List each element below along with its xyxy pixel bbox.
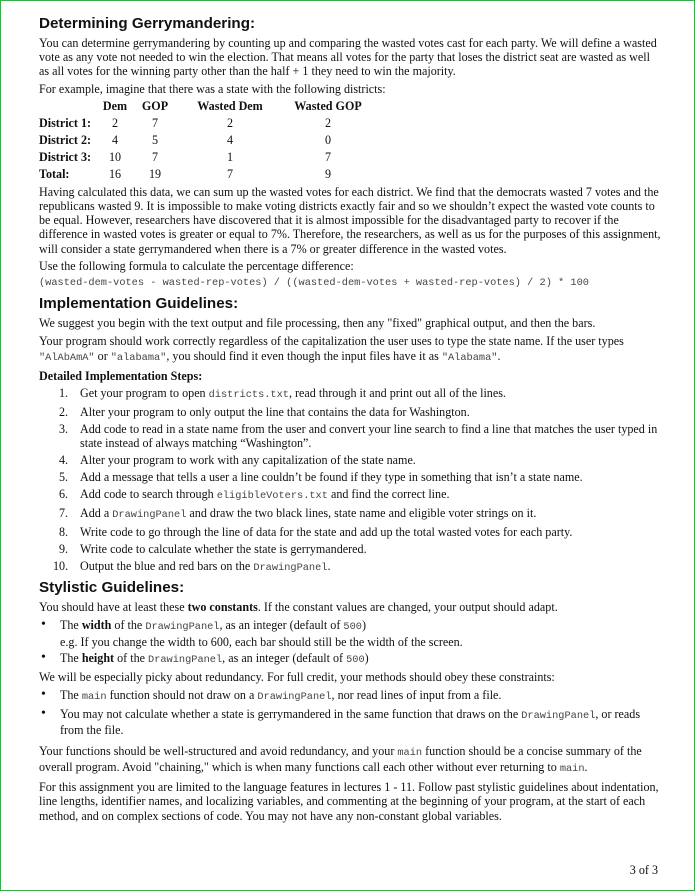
inline-code: 500: [343, 621, 362, 634]
steps-heading: Detailed Implementation Steps:: [39, 368, 203, 383]
text-run: Your functions should be well-structured and avoid redundancy, and your: [39, 743, 398, 758]
table-total-row: [39, 166, 377, 183]
cell-wasted-gop: 0: [324, 133, 332, 148]
paragraph-redundancy: We will be especially picky about redundancy. For full credit, your methods should obey these constraints:: [39, 670, 555, 685]
text-run: of the: [114, 651, 149, 666]
cell-wasted-dem: 7: [226, 167, 234, 182]
inline-code: DrawingPanel: [521, 709, 596, 722]
step-text: and find the correct line.: [327, 487, 450, 502]
text-run: The: [60, 618, 82, 633]
cell-wasted-dem: 1: [226, 150, 234, 165]
step-code: eligibleVoters.txt: [216, 490, 328, 503]
text-run: , as an integer (default of: [219, 618, 344, 633]
paragraph-final: For this assignment you are limited to the language features in lectures 1 - 11. Follow past stylistic guidelines about indentation, line lengths, identifier names, and localizing variables, and commenting at the beginning of your program, at the start of each method, and on complex sections of code. You may not have any non-constant global variables.: [39, 780, 659, 823]
code-alabama-mixed: "AlAbAmA": [39, 351, 95, 364]
list-item: [39, 525, 661, 539]
list-item: [39, 559, 661, 575]
step-number: 8.: [59, 525, 69, 540]
inline-code: main: [81, 691, 107, 704]
step-text: Add a: [80, 506, 113, 521]
step-number: 1.: [59, 386, 69, 401]
step-number: 5.: [59, 470, 69, 485]
list-item: [39, 422, 661, 450]
code-alabama-lower: "alabama": [110, 351, 167, 364]
inline-code: main: [397, 746, 423, 759]
bullet-icon: •: [41, 687, 46, 703]
step-text: Alter your program to only output the line that contains the data for Washington.: [80, 405, 470, 420]
text-run: .: [497, 348, 501, 363]
text-run: , or reads from the file.: [60, 706, 641, 738]
step-text: Write code to go through the line of data for the state and add up the total wasted votes for each party.: [80, 525, 573, 540]
step-code: DrawingPanel: [253, 562, 328, 575]
text-run: Your program should work correctly regardless of the capitalization the user uses to type the state name. If the user types: [39, 334, 624, 349]
step-text: Output the blue and red bars on the: [80, 559, 254, 574]
bullet-icon: •: [41, 705, 46, 721]
list-item: [39, 506, 661, 522]
cell-gop: 7: [151, 150, 159, 165]
text-run: . If the constant values are changed, your output should adapt.: [257, 600, 558, 615]
row-label: District 3:: [39, 150, 92, 165]
section-heading-implementation: Implementation Guidelines:: [39, 295, 239, 313]
list-item: [39, 651, 661, 667]
step-code: districts.txt: [208, 389, 289, 402]
text-run: ): [364, 651, 369, 666]
list-item: [39, 542, 661, 556]
paragraph-analysis: Having calculated this data, we can sum up the wasted votes for each district. We find that the democrats wasted 7 votes and the republicans wasted 9. It is impossible to make voting districts exactly fair and so we shouldn’t expect the wasted vote counts to be equal. However, researchers have discovered that it is almost impossible for the disadvantaged party to recover if the difference in wasted votes is greater or equal to 7%. Therefore, the researchers, as well as us for the purposes of this assignment, will consider a state gerrymandered when there is a 7% or greater difference in the wasted votes.: [39, 184, 661, 256]
bullet-icon: •: [41, 617, 46, 633]
step-number: 6.: [59, 487, 69, 502]
text-bold: height: [81, 651, 115, 666]
inline-code: DrawingPanel: [145, 621, 220, 634]
step-text: .: [327, 559, 331, 574]
districts-table: [39, 98, 377, 183]
step-text: Get your program to open: [80, 386, 209, 401]
col-header-dem: Dem: [102, 99, 128, 114]
step-text: Add a message that tells a user a line couldn’t be found if they type in something that isn’t a state name.: [80, 470, 583, 485]
list-item: [39, 405, 661, 419]
list-item: [39, 470, 661, 484]
implementation-steps-list: [39, 386, 661, 575]
paragraph-formula-intro: Use the following formula to calculate the percentage difference:: [39, 258, 354, 273]
text-run: , as an integer (default of: [222, 651, 347, 666]
list-item: [39, 618, 661, 648]
step-text: Alter your program to work with any capitalization of the state name.: [80, 453, 416, 468]
text-run: or: [94, 348, 111, 363]
row-label: District 1:: [39, 116, 92, 131]
step-number: 9.: [59, 542, 69, 557]
text-run: You should have at least these: [39, 600, 188, 615]
list-item: [39, 386, 661, 402]
text-bold: width: [81, 618, 112, 633]
list-item: [39, 688, 661, 704]
cell-dem: 4: [111, 133, 119, 148]
paragraph-wasted-votes: You can determine gerrymandering by counting up and comparing the wasted votes cast for each party. We will define a wasted vote as any vote not needed to win the election. That means all votes for the party that loses the district seat are wasted as well as all votes for the winning party other than the half + 1 they need to win the majority.: [39, 36, 657, 79]
text-run: ): [361, 618, 366, 633]
step-number: 7.: [59, 506, 69, 521]
row-label: Total:: [39, 167, 70, 182]
step-code: DrawingPanel: [112, 509, 187, 522]
text-note: e.g. If you change the width to 600, each bar should still be the width of the screen.: [60, 634, 463, 649]
text-run: function should not draw on a: [106, 688, 258, 703]
inline-code: main: [559, 763, 585, 776]
cell-wasted-gop: 9: [324, 167, 332, 182]
col-header-gop: GOP: [141, 99, 169, 114]
text-run: .: [584, 760, 588, 775]
step-text: and draw the two black lines, state name and eligible voter strings on it.: [186, 506, 537, 521]
text-run: You may not calculate whether a state is gerrymandered in the same function that draws on the: [60, 706, 522, 721]
text-run: , you should find it even though the input files have it as: [166, 348, 442, 363]
cell-dem: 10: [108, 150, 122, 165]
table-header-row: [39, 98, 377, 115]
paragraph-constants: [39, 600, 661, 614]
constraints-list: [39, 688, 661, 737]
paragraph-suggestion: We suggest you begin with the text output and file processing, then any "fixed" graphical output, and then the bars.: [39, 316, 596, 331]
step-number: 3.: [59, 422, 69, 437]
inline-code: DrawingPanel: [257, 691, 332, 704]
table-row: [39, 149, 377, 166]
inline-code: DrawingPanel: [148, 654, 223, 667]
bullet-icon: •: [41, 650, 46, 666]
step-number: 4.: [59, 453, 69, 468]
text-run: function should be a concise summary of the overall program. Avoid "chaining," which is when many functions call each other without ever returning to: [39, 743, 642, 775]
list-item: [39, 707, 661, 737]
paragraph-functions: [39, 744, 661, 776]
list-item: [39, 487, 661, 503]
step-text: Add code to read in a state name from the user and convert your line search to find a line that matches the user typed in state instead of always matching “Washington”.: [80, 422, 658, 451]
step-text: Add code to search through: [80, 487, 217, 502]
text-run: , nor read lines of input from a file.: [331, 688, 502, 703]
formula-code: (wasted-dem-votes - wasted-rep-votes) / ((wasted-dem-votes + wasted-rep-votes) / 2) * 100: [39, 277, 589, 290]
constants-list: [39, 618, 661, 667]
cell-wasted-gop: 2: [324, 116, 332, 131]
code-alabama-proper: "Alabama": [441, 351, 498, 364]
cell-gop: 7: [151, 116, 159, 131]
page-content: [39, 6, 661, 823]
cell-dem: 2: [111, 116, 119, 131]
page-number: 3 of 3: [629, 863, 658, 877]
step-text: Write code to calculate whether the state is gerrymandered.: [80, 542, 367, 557]
paragraph-example-intro: For example, imagine that there was a state with the following districts:: [39, 81, 386, 96]
inline-code: 500: [346, 654, 365, 667]
list-item: [39, 453, 661, 467]
cell-wasted-gop: 7: [324, 150, 332, 165]
text-run: of the: [111, 618, 146, 633]
table-row: [39, 132, 377, 149]
step-number: 2.: [59, 405, 69, 420]
step-number: 10.: [53, 559, 69, 574]
text-run: The: [60, 651, 82, 666]
text-run: The: [60, 688, 82, 703]
cell-wasted-dem: 2: [226, 116, 234, 131]
col-header-wasted-gop: Wasted GOP: [294, 99, 362, 114]
cell-wasted-dem: 4: [226, 133, 234, 148]
col-header-wasted-dem: Wasted Dem: [197, 99, 263, 114]
row-label: District 2:: [39, 133, 92, 148]
cell-gop: 19: [148, 167, 162, 182]
paragraph-capitalization: [39, 334, 661, 364]
table-row: [39, 115, 377, 132]
text-bold: two constants: [187, 600, 258, 615]
section-heading-stylistic: Stylistic Guidelines:: [39, 579, 185, 597]
step-text: , read through it and print out all of the lines.: [288, 386, 506, 401]
cell-gop: 5: [151, 133, 159, 148]
cell-dem: 16: [108, 167, 122, 182]
section-heading-gerrymandering: Determining Gerrymandering:: [39, 15, 256, 32]
